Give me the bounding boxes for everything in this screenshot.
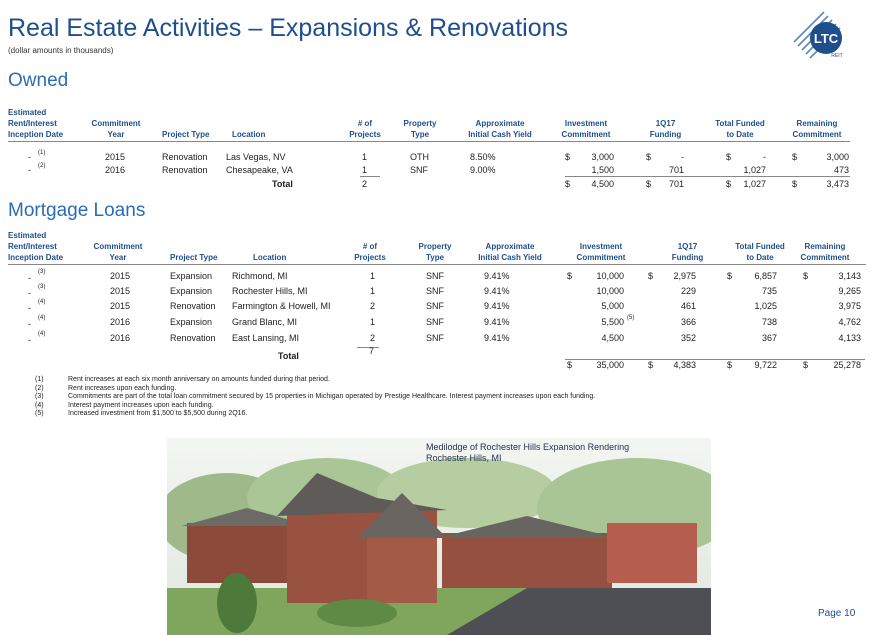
col-inception-date xyxy=(8,107,63,140)
page-number: Page 10 xyxy=(818,608,856,619)
total-funded: 6,857 xyxy=(754,271,777,281)
header-divider xyxy=(8,141,850,142)
q-funding: 2,975 xyxy=(673,271,696,281)
inception-date: - xyxy=(28,165,31,175)
total-funding: 701 xyxy=(668,179,684,189)
cash-yield: 9.41% xyxy=(484,286,510,296)
remaining-commitment: 3,000 xyxy=(826,152,849,162)
q-funding: 229 xyxy=(680,286,696,296)
section-mortgage-title: Mortgage Loans xyxy=(8,200,146,221)
col-inception-date xyxy=(8,230,63,263)
total-projects: 2 xyxy=(362,179,368,189)
col-investment-commitment xyxy=(570,241,632,263)
currency-symbol: $ xyxy=(646,152,652,162)
hdr-line: Commitment xyxy=(91,119,141,128)
currency-symbol: $ xyxy=(792,152,798,162)
total-funded: 735 xyxy=(761,286,777,296)
inception-date: - xyxy=(28,335,31,345)
footnote-number: (4) xyxy=(35,401,44,409)
col-property-type xyxy=(415,241,455,263)
currency-symbol: $ xyxy=(567,271,573,281)
hdr-line: Total Funded xyxy=(715,119,765,128)
total-funded: 9,722 xyxy=(754,360,777,370)
col-investment-commitment xyxy=(555,118,617,140)
page-title: Real Estate Activities – Expansions & Renovations xyxy=(8,14,569,42)
project-count: 1 xyxy=(362,152,368,162)
investment-commitment: 10,000 xyxy=(596,286,624,296)
cash-yield: 8.50% xyxy=(470,152,496,162)
hdr-line: Approximate xyxy=(485,242,535,251)
total-funded: 1,027 xyxy=(743,165,766,175)
location: Grand Blanc, MI xyxy=(232,317,298,327)
q-funding: 366 xyxy=(680,317,696,327)
header-divider xyxy=(8,264,866,265)
hdr-line: Estimated xyxy=(8,231,47,240)
investment-commitment: 1,500 xyxy=(591,165,614,175)
location: Rochester Hills, MI xyxy=(232,286,308,296)
footnote-number: (3) xyxy=(35,393,44,401)
hdr-line: Remaining xyxy=(796,119,838,128)
photo-caption xyxy=(426,442,629,464)
col-project-type: Project Type xyxy=(170,253,218,262)
col-projects xyxy=(350,241,390,263)
inception-date: - xyxy=(28,152,31,162)
remaining-commitment: 9,265 xyxy=(838,286,861,296)
remaining-commitment: 3,975 xyxy=(838,301,861,311)
cash-yield: 9.41% xyxy=(484,317,510,327)
inception-date: - xyxy=(28,273,31,283)
investment-commitment: 3,000 xyxy=(591,152,614,162)
footnote-text: Commitments are part of the total loan commitment secured by 15 properties in Michigan operated by Prestige Healthcare. Interest payment increases upon each funding. xyxy=(68,393,596,401)
hdr-line: Commitment xyxy=(561,130,611,139)
location: East Lansing, MI xyxy=(232,333,300,343)
property-type: SNF xyxy=(426,271,444,281)
section-owned-title: Owned xyxy=(8,70,69,91)
investment-commitment: 5,000 xyxy=(601,301,624,311)
hdr-line: Commitment xyxy=(576,253,626,262)
hdr-line: # of xyxy=(357,119,373,128)
footnote-number: (1) xyxy=(35,376,44,383)
total-funded: - xyxy=(763,152,766,162)
hdr-line: Funding xyxy=(649,130,682,139)
footnote-ref: (4) xyxy=(38,315,46,321)
project-count: 1 xyxy=(362,165,368,175)
hdr-line: Approximate xyxy=(475,119,525,128)
property-type: SNF xyxy=(426,301,444,311)
currency-symbol: $ xyxy=(567,360,573,370)
property-type: SNF xyxy=(426,317,444,327)
project-count: 2 xyxy=(370,333,376,343)
location: Richmond, MI xyxy=(232,271,288,281)
total-commitment: 35,000 xyxy=(596,360,624,370)
currency-symbol: $ xyxy=(565,179,571,189)
property-type: OTH xyxy=(410,152,429,162)
total-remaining: 25,278 xyxy=(833,360,861,370)
hdr-line: # of xyxy=(362,242,378,251)
col-1q17-funding xyxy=(638,118,693,140)
project-type: Expansion xyxy=(170,286,213,296)
hdr-line: Year xyxy=(107,130,125,139)
cash-yield: 9.41% xyxy=(484,271,510,281)
hdr-line: Type xyxy=(410,130,430,139)
commitment-year: 2016 xyxy=(110,317,131,327)
currency-symbol: $ xyxy=(565,152,571,162)
cash-yield: 9.41% xyxy=(484,333,510,343)
remaining-commitment: 4,762 xyxy=(838,317,861,327)
location: Las Vegas, NV xyxy=(226,152,286,162)
page-subtitle: (dollar amounts in thousands) xyxy=(8,46,114,55)
investment-commitment: 10,000 xyxy=(596,271,624,281)
commitment-year: 2015 xyxy=(110,301,131,311)
footnote-ref: (5) xyxy=(627,315,635,321)
col-remaining-commitment xyxy=(790,241,860,263)
hdr-line: Inception Date xyxy=(8,253,64,262)
footnote-text: Rent increases upon each funding. xyxy=(68,384,177,392)
total-rule xyxy=(565,176,850,177)
project-count: 1 xyxy=(370,286,376,296)
hdr-line: Investment xyxy=(579,242,623,251)
commitment-year: 2016 xyxy=(110,333,131,343)
hdr-line: Remaining xyxy=(804,242,846,251)
col-property-type xyxy=(400,118,440,140)
col-total-funded xyxy=(725,241,795,263)
hdr-line: Year xyxy=(109,253,127,262)
hdr-line: Rent/Interest xyxy=(8,242,57,251)
q-funding: 701 xyxy=(668,165,684,175)
hdr-line: Projects xyxy=(349,130,381,139)
footnote-text: Increased investment from $1,500 to $5,500 during 2Q16. xyxy=(68,410,248,418)
hdr-line: Inception Date xyxy=(8,130,64,139)
col-cash-yield xyxy=(470,241,550,263)
total-funded: 1,027 xyxy=(743,179,766,189)
col-total-funded xyxy=(705,118,775,140)
total-commitment: 4,500 xyxy=(591,179,614,189)
total-funding: 4,383 xyxy=(673,360,696,370)
hdr-line: Commitment xyxy=(800,253,850,262)
building-rendering-image xyxy=(167,438,711,635)
footnote-ref: (3) xyxy=(38,269,46,275)
total-label: Total xyxy=(272,179,293,189)
footnote-number: (2) xyxy=(35,384,44,392)
property-type: SNF xyxy=(426,333,444,343)
investment-commitment: 4,500 xyxy=(601,333,624,343)
currency-symbol: $ xyxy=(646,179,652,189)
investment-commitment: 5,500 xyxy=(601,317,624,327)
logo-subtext: REIT xyxy=(831,53,843,59)
hdr-line: Funding xyxy=(671,253,704,262)
hdr-line: Type xyxy=(425,253,445,262)
commitment-year: 2015 xyxy=(110,286,131,296)
inception-date: - xyxy=(28,303,31,313)
total-funded: 367 xyxy=(761,333,777,343)
hdr-line: 1Q17 xyxy=(677,242,698,251)
currency-symbol: $ xyxy=(792,179,798,189)
logo-text: LTC xyxy=(813,31,839,46)
project-count: 1 xyxy=(370,317,376,327)
currency-symbol: $ xyxy=(803,271,809,281)
footnote-ref: (4) xyxy=(38,299,46,305)
col-commitment-year xyxy=(86,118,146,140)
remaining-commitment: 3,143 xyxy=(838,271,861,281)
property-type: SNF xyxy=(410,165,428,175)
footnote-ref: (1) xyxy=(38,150,46,156)
currency-symbol: $ xyxy=(726,179,732,189)
col-location: Location xyxy=(232,130,266,139)
currency-symbol: $ xyxy=(727,271,733,281)
inception-date: - xyxy=(28,288,31,298)
caption-line: Rochester Hills, MI xyxy=(426,453,502,463)
hdr-line: Initial Cash Yield xyxy=(468,130,532,139)
hdr-line: Projects xyxy=(354,253,386,262)
inception-date: - xyxy=(28,319,31,329)
total-funded: 1,025 xyxy=(754,301,777,311)
project-type: Renovation xyxy=(170,301,216,311)
currency-symbol: $ xyxy=(727,360,733,370)
currency-symbol: $ xyxy=(648,271,654,281)
project-type: Expansion xyxy=(170,317,213,327)
q-funding: 461 xyxy=(680,301,696,311)
hdr-line: Initial Cash Yield xyxy=(478,253,542,262)
hdr-line: 1Q17 xyxy=(655,119,676,128)
hdr-line: to Date xyxy=(726,130,754,139)
project-type: Renovation xyxy=(162,152,208,162)
hdr-line: to Date xyxy=(746,253,774,262)
col-cash-yield xyxy=(460,118,540,140)
col-commitment-year xyxy=(88,241,148,263)
currency-symbol: $ xyxy=(726,152,732,162)
cash-yield: 9.00% xyxy=(470,165,496,175)
q-funding: - xyxy=(681,152,684,162)
hdr-line: Commitment xyxy=(792,130,842,139)
commitment-year: 2015 xyxy=(110,271,131,281)
ltc-reit-logo xyxy=(790,8,852,70)
caption-line: Medilodge of Rochester Hills Expansion Rendering xyxy=(426,442,630,452)
cash-yield: 9.41% xyxy=(484,301,510,311)
commitment-year: 2016 xyxy=(105,165,126,175)
total-label: Total xyxy=(278,351,299,361)
col-remaining-commitment xyxy=(782,118,852,140)
project-type: Renovation xyxy=(162,165,208,175)
footnote-ref: (2) xyxy=(38,163,46,169)
property-type: SNF xyxy=(426,286,444,296)
hdr-line: Property xyxy=(418,242,452,251)
project-count: 1 xyxy=(370,271,376,281)
total-rule xyxy=(357,347,379,348)
footnote-number: (5) xyxy=(35,410,44,418)
commitment-year: 2015 xyxy=(105,152,126,162)
project-type: Expansion xyxy=(170,271,213,281)
location: Farmington & Howell, MI xyxy=(232,301,331,311)
currency-symbol: $ xyxy=(648,360,654,370)
hdr-line: Total Funded xyxy=(735,242,785,251)
total-projects: 7 xyxy=(369,346,375,356)
location: Chesapeake, VA xyxy=(226,165,293,175)
project-count: 2 xyxy=(370,301,376,311)
hdr-line: Property xyxy=(403,119,437,128)
q-funding: 352 xyxy=(680,333,696,343)
remaining-commitment: 4,133 xyxy=(838,333,861,343)
currency-symbol: $ xyxy=(803,360,809,370)
total-remaining: 3,473 xyxy=(826,179,849,189)
total-rule xyxy=(360,176,380,177)
remaining-commitment: 473 xyxy=(833,165,849,175)
col-project-type: Project Type xyxy=(162,130,210,139)
hdr-line: Rent/Interest xyxy=(8,119,57,128)
hdr-line: Investment xyxy=(564,119,608,128)
col-projects xyxy=(345,118,385,140)
project-type: Renovation xyxy=(170,333,216,343)
footnote-text: Interest payment increases upon each funding. xyxy=(68,401,214,409)
total-funded: 738 xyxy=(761,317,777,327)
hdr-line: Estimated xyxy=(8,108,47,117)
col-1q17-funding xyxy=(660,241,715,263)
footnote-text: Rent increases at each six month anniversary on amounts funded during that period. xyxy=(68,376,330,383)
col-location: Location xyxy=(253,253,287,262)
footnote-ref: (3) xyxy=(38,284,46,290)
footnote-ref: (4) xyxy=(38,331,46,337)
hdr-line: Commitment xyxy=(93,242,143,251)
